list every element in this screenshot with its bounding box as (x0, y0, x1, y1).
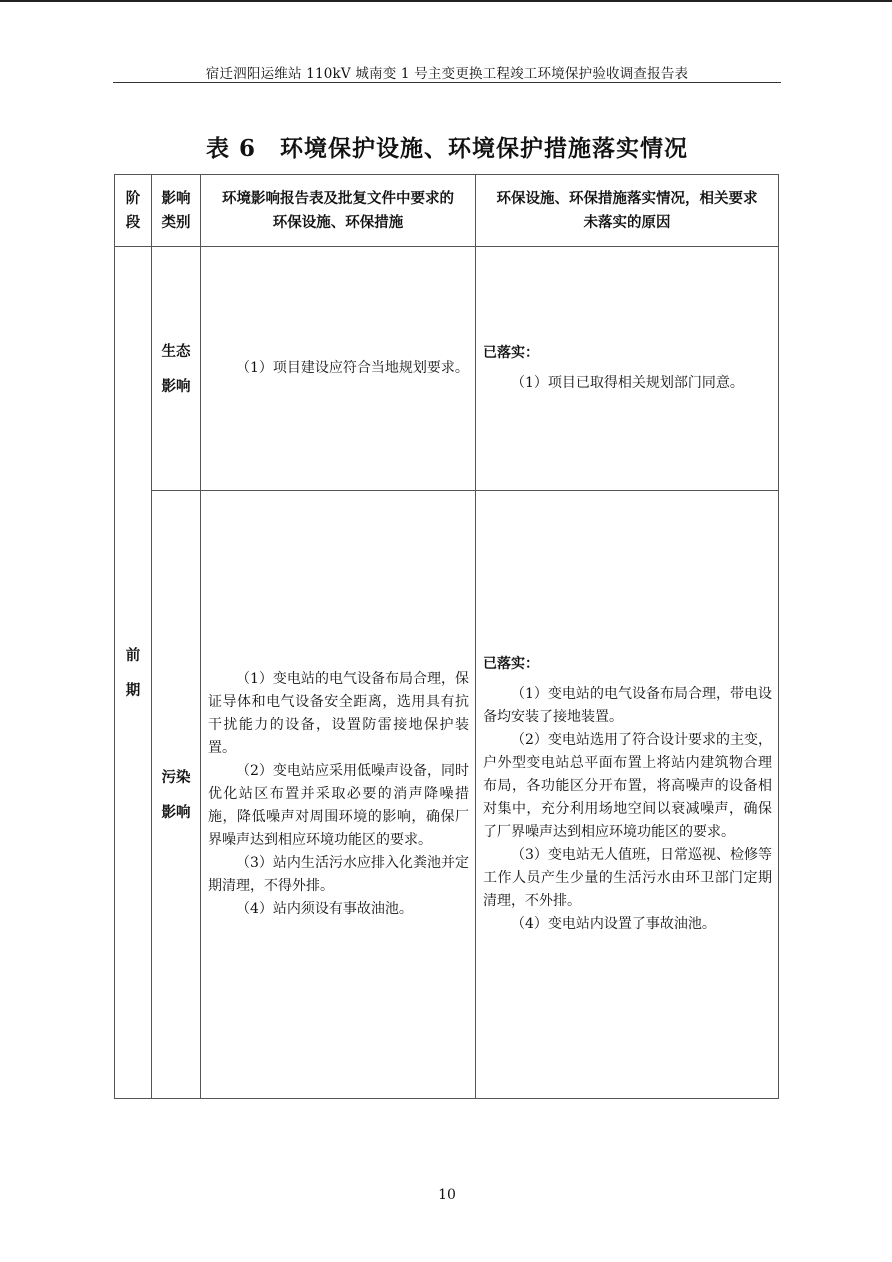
header-required-line-1: 环境影响报告表及批复文件中要求的 (222, 189, 454, 207)
category-line-2: 影响 (161, 803, 191, 821)
required-measure-item: （3）站内生活污水应排入化粪池并定期清理，不得外排。 (208, 855, 469, 894)
stage-line-1: 前 (125, 646, 141, 664)
page-number: 10 (438, 1187, 456, 1203)
table-row (115, 247, 779, 491)
header-required (201, 175, 476, 247)
header-implemented-line-1: 环保设施、环保措施落实情况，相关要求 (496, 189, 758, 207)
implemented-measure-item: （1）变电站的电气设备布局合理，带电设备均安装了接地装置。 (483, 686, 772, 725)
measures-table (114, 174, 779, 1099)
implemented-measure-item: （4）变电站内设置了事故油池。 (511, 916, 716, 932)
required-measure-item: （2）变电站应采用低噪声设备，同时优化站区布置并采取必要的消声降噪措施，降低噪声对周围环境的影响，确保厂界噪声达到相应环境功能区的要求。 (208, 763, 469, 848)
implementation-status: 已落实： (483, 656, 539, 672)
header-category-line-2: 类别 (161, 213, 191, 231)
implemented-measures-cell (476, 491, 779, 1099)
implemented-measure-item: （2）变电站选用了符合设计要求的主变，户外型变电站总平面布置上将站内建筑物合理布局，各功能区分开布置，将高噪声的设备相对集中，充分利用场地空间以衰减噪声，确保了厂界噪声达到相应环境功能区的要求。 (483, 732, 772, 840)
implemented-measures-cell (476, 247, 779, 491)
running-header: 宿迁泗阳运维站 110kV 城南变 1 号主变更换工程竣工环境保护验收调查报告表 (205, 66, 689, 82)
table-row (115, 491, 779, 1099)
header-stage (115, 175, 152, 247)
stage-cell (115, 247, 152, 1099)
implementation-status: 已落实： (483, 345, 539, 361)
table-header-row (115, 175, 779, 247)
category-cell-pollution (152, 491, 201, 1099)
table-title: 表 6 环境保护设施、环境保护措施落实情况 (205, 135, 688, 162)
header-category (152, 175, 201, 247)
header-rule (113, 82, 781, 83)
implemented-measure-item: （1）项目已取得相关规划部门同意。 (511, 375, 744, 391)
header-implemented-line-2: 未落实的原因 (583, 213, 671, 231)
required-measures-cell (201, 247, 476, 491)
category-line-1: 生态 (161, 342, 191, 360)
category-line-1: 污染 (161, 768, 191, 786)
category-line-2: 影响 (161, 377, 191, 395)
header-implemented (476, 175, 779, 247)
category-cell-ecological (152, 247, 201, 491)
header-required-line-2: 环保设施、环保措施 (272, 213, 404, 231)
required-measures-cell (201, 491, 476, 1099)
stage-line-2: 期 (125, 681, 141, 699)
required-measure-item: （1）项目建设应符合当地规划要求。 (236, 360, 469, 376)
header-stage-line-2: 段 (125, 213, 141, 231)
implemented-measure-item: （3）变电站无人值班，日常巡视、检修等工作人员产生少量的生活污水由环卫部门定期清理，不外排。 (483, 847, 772, 909)
header-stage-line-1: 阶 (125, 189, 141, 207)
required-measure-item: （1）变电站的电气设备布局合理，保证导体和电气设备安全距离，选用具有抗干扰能力的设备，设置防雷接地保护装置。 (208, 671, 469, 756)
header-category-line-1: 影响 (161, 189, 191, 207)
required-measure-item: （4）站内须设有事故油池。 (236, 901, 413, 917)
top-border-rule (0, 0, 892, 2)
